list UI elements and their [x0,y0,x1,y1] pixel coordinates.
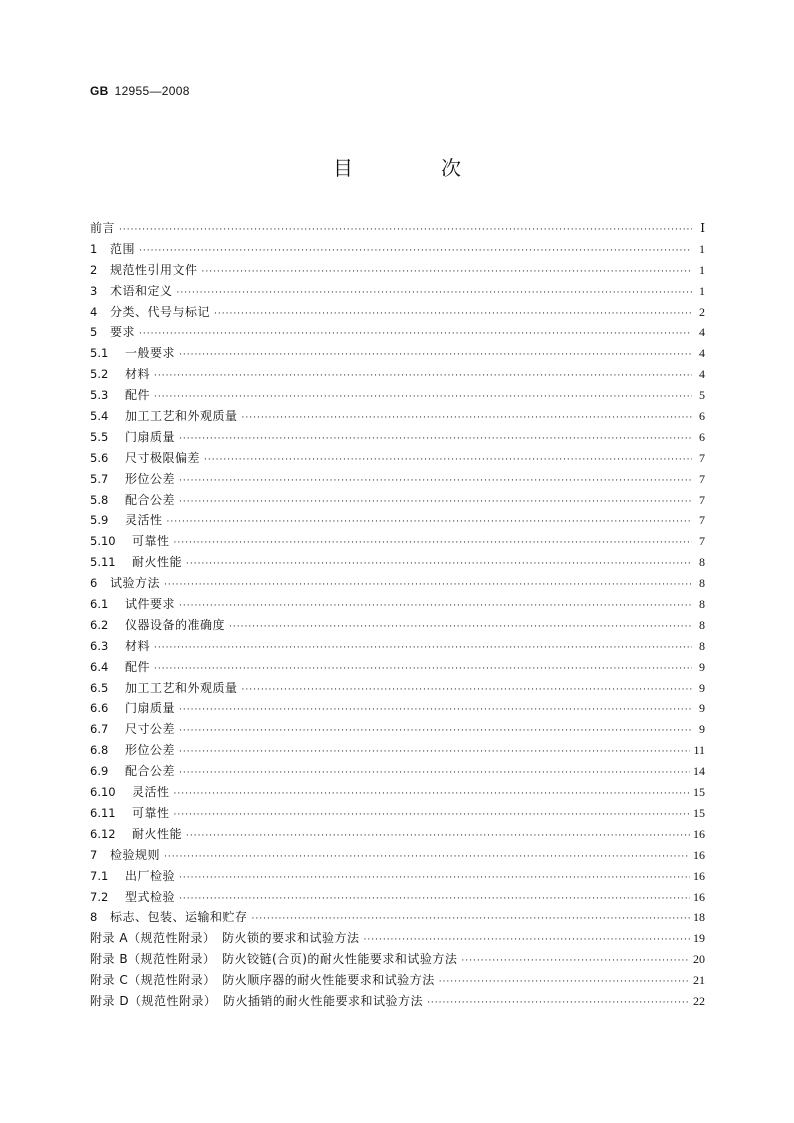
toc-entry-page: 11 [693,743,705,758]
toc-entry-page: 16 [693,826,705,841]
toc-entry-number: 4 [90,304,98,319]
toc-entry-number: 6.5 [90,680,109,695]
toc-entry-page: 7 [699,450,705,465]
toc-entry-number: 6.12 [90,826,116,841]
toc-entry[interactable] [90,824,705,845]
toc-dot-leader [179,868,690,889]
toc-entry-page: 1 [699,283,705,298]
toc-entry-page: 16 [693,868,705,883]
toc-entry-title: 附录 A（规范性附录） 防火锁的要求和试验方法 [90,931,360,946]
toc-entry-title: 术语和定义 [110,283,173,298]
toc-dot-leader [177,283,692,304]
toc-entry[interactable] [90,406,705,427]
toc-entry-page: 19 [693,931,705,946]
toc-entry[interactable] [90,385,705,406]
toc-dot-leader [179,721,692,742]
toc-dot-leader [364,930,690,951]
toc-entry-title: 检验规则 [110,847,161,862]
toc-entry-title: 可靠性 [132,805,170,820]
toc-entry-number: 6.11 [90,805,116,820]
toc-entry[interactable] [90,490,705,511]
toc-entry-title: 试件要求 [125,597,176,612]
toc-entry-title: 附录 D（规范性附录） 防火插销的耐火性能要求和试验方法 [90,993,424,1008]
toc-entry[interactable] [90,302,705,323]
toc-entry-page: 2 [699,304,705,319]
toc-entry-page: 16 [693,889,705,904]
toc-entry-number: 5.10 [90,534,116,549]
toc-entry[interactable] [90,907,705,928]
toc-entry-page: 8 [699,597,705,612]
toc-entry[interactable] [90,928,705,949]
toc-entry-page: 6 [699,409,705,424]
toc-entry-title: 灵活性 [125,513,163,528]
toc-entry[interactable] [90,510,705,531]
toc-entry-title: 试验方法 [110,576,161,591]
toc-entry-number: 7 [90,847,98,862]
toc-entry-number: 6.6 [90,701,109,716]
toc-entry-title: 材料 [125,638,151,653]
toc-entry-page: 4 [699,346,705,361]
toc-dot-leader [186,826,690,847]
toc-entry-title: 形位公差 [125,471,176,486]
toc-entry-title: 可靠性 [132,534,170,549]
toc-entry-title: 形位公差 [125,743,176,758]
toc-dot-leader [179,763,690,784]
page-title: 目 次 [333,156,495,180]
toc-dot-leader [179,742,690,763]
toc-entry-title: 范围 [110,241,136,256]
toc-entry[interactable] [90,866,705,887]
toc-entry-title: 标志、包装、运输和贮存 [110,910,248,925]
toc-dot-leader [204,450,692,471]
toc-entry-title: 加工工艺和外观质量 [125,680,238,695]
toc-dot-leader [214,304,692,325]
toc-dot-leader [139,241,692,262]
toc-dot-leader [154,659,692,680]
toc-entry-title: 前言 [90,221,116,235]
toc-dot-leader [242,680,692,701]
toc-entry[interactable] [90,218,705,239]
toc-dot-leader [167,512,692,533]
toc-entry-page: 9 [699,680,705,695]
toc-entry[interactable] [90,803,705,824]
toc-entry[interactable] [90,657,705,678]
toc-dot-leader [179,492,692,513]
toc-entry-number: 6.7 [90,722,109,737]
toc-entry-number: 6.10 [90,785,116,800]
toc-dot-leader [174,533,692,554]
standard-number: 12955—2008 [114,84,190,98]
toc-entry-title: 耐火性能 [132,826,183,841]
toc-entry-page: 16 [693,847,705,862]
toc-entry[interactable] [90,719,705,740]
toc-entry[interactable] [90,364,705,385]
toc-entry-number: 6.1 [90,597,109,612]
toc-entry-title: 一般要求 [125,346,176,361]
toc-entry-number: 6.4 [90,659,109,674]
toc-entry-page: 8 [699,576,705,591]
toc-entry-number: 7.1 [90,868,109,883]
toc-entry-title: 灵活性 [132,785,170,800]
toc-entry-title: 材料 [125,367,151,382]
toc-dot-leader [154,387,692,408]
toc-entry-number: 3 [90,283,98,298]
toc-dot-leader [179,889,690,910]
toc-entry[interactable] [90,552,705,573]
toc-dot-leader [154,638,692,659]
toc-entry-title: 附录 B（规范性附录） 防火铰链(合页)的耐火性能要求和试验方法 [90,952,458,967]
toc-dot-leader [164,847,690,868]
toc-dot-leader [164,575,692,596]
toc-dot-leader [179,429,692,450]
toc-entry-number: 5.4 [90,409,109,424]
toc-entry-page: 9 [699,722,705,737]
toc-entry-page: 1 [699,241,705,256]
toc-entry[interactable] [90,636,705,657]
toc-entry-page: 14 [693,764,705,779]
toc-dot-leader [202,262,692,283]
toc-entry-page: 9 [699,701,705,716]
table-of-contents [90,218,705,1012]
toc-dot-leader [252,909,690,930]
toc-entry-title: 配合公差 [125,764,176,779]
toc-entry-number: 2 [90,262,98,277]
toc-entry-number: 6 [90,576,98,591]
toc-entry[interactable] [90,991,705,1012]
toc-dot-leader [154,366,692,387]
toc-entry-number: 5.2 [90,367,109,382]
toc-entry[interactable] [90,678,705,699]
toc-dot-leader [439,972,690,993]
toc-entry-page: 7 [699,513,705,528]
toc-entry[interactable] [90,887,705,908]
toc-dot-leader [427,993,690,1014]
toc-entry[interactable] [90,615,705,636]
toc-entry-number: 6.2 [90,617,109,632]
toc-entry[interactable] [90,594,705,615]
toc-entry-title: 尺寸极限偏差 [125,450,201,465]
toc-dot-leader [242,408,692,429]
toc-dot-leader [119,220,692,241]
toc-entry[interactable] [90,322,705,343]
toc-entry-page: Ⅰ [700,221,705,235]
toc-entry[interactable] [90,343,705,364]
toc-entry-title: 要求 [110,325,136,340]
toc-entry[interactable] [90,469,705,490]
toc-entry-title: 仪器设备的准确度 [125,617,226,632]
toc-entry-title: 型式检验 [125,889,176,904]
toc-entry-page: 9 [699,659,705,674]
toc-entry-page: 8 [699,617,705,632]
toc-entry[interactable] [90,761,705,782]
toc-entry-number: 5.8 [90,492,109,507]
toc-entry-page: 1 [699,262,705,277]
toc-entry-number: 5.5 [90,429,109,444]
toc-entry-number: 6.8 [90,743,109,758]
toc-dot-leader [139,324,692,345]
toc-dot-leader [461,951,690,972]
toc-entry-title: 加工工艺和外观质量 [125,409,238,424]
toc-entry-page: 7 [699,471,705,486]
toc-entry-title: 出厂检验 [125,868,176,883]
toc-entry[interactable] [90,281,705,302]
toc-entry-number: 5.11 [90,555,116,570]
toc-entry[interactable] [90,427,705,448]
toc-entry[interactable] [90,239,705,260]
toc-entry-title: 配件 [125,388,151,403]
toc-entry-page: 20 [693,952,705,967]
toc-dot-leader [179,471,692,492]
toc-entry-number: 1 [90,241,98,256]
toc-entry-page: 7 [699,534,705,549]
toc-entry[interactable] [90,970,705,991]
toc-entry-page: 15 [693,805,705,820]
toc-entry-title: 配合公差 [125,492,176,507]
toc-entry[interactable] [90,782,705,803]
toc-entry-title: 配件 [125,659,151,674]
toc-entry-number: 5.1 [90,346,109,361]
toc-entry-page: 8 [699,638,705,653]
toc-entry-number: 6.9 [90,764,109,779]
toc-entry-page: 6 [699,429,705,444]
toc-entry[interactable] [90,949,705,970]
toc-entry-page: 21 [693,973,705,988]
toc-dot-leader [174,784,690,805]
toc-entry-title: 分类、代号与标记 [110,304,211,319]
page-header [90,84,190,98]
toc-entry-page: 15 [693,785,705,800]
toc-entry-page: 4 [699,325,705,340]
toc-entry-number: 5.9 [90,513,109,528]
toc-entry[interactable] [90,260,705,281]
toc-entry-title: 规范性引用文件 [110,262,198,277]
toc-entry-number: 6.3 [90,638,109,653]
toc-entry-number: 8 [90,910,98,925]
toc-entry-number: 5.7 [90,471,109,486]
toc-entry-title: 门扇质量 [125,701,176,716]
toc-dot-leader [179,596,692,617]
toc-entry-page: 7 [699,492,705,507]
toc-entry-number: 5.6 [90,450,109,465]
toc-entry-title: 附录 C（规范性附录） 防火顺序器的耐火性能要求和试验方法 [90,973,435,988]
toc-entry-number: 5.3 [90,388,109,403]
toc-entry-title: 门扇质量 [125,429,176,444]
toc-dot-leader [179,700,692,721]
toc-entry[interactable] [90,573,705,594]
toc-dot-leader [179,345,692,366]
toc-entry-page: 18 [693,910,705,925]
toc-entry-number: 5 [90,325,98,340]
toc-entry[interactable] [90,531,705,552]
toc-entry-number: 7.2 [90,889,109,904]
toc-entry[interactable] [90,448,705,469]
toc-dot-leader [229,617,692,638]
toc-entry[interactable] [90,698,705,719]
toc-entry-title: 耐火性能 [132,555,183,570]
toc-entry-page: 5 [699,388,705,403]
toc-dot-leader [174,805,690,826]
toc-dot-leader [186,554,692,575]
toc-entry-page: 8 [699,555,705,570]
toc-entry-page: 4 [699,367,705,382]
standard-prefix: GB [90,84,109,98]
toc-entry[interactable] [90,740,705,761]
toc-entry-title: 尺寸公差 [125,722,176,737]
toc-entry-page: 22 [693,993,705,1008]
toc-entry[interactable] [90,845,705,866]
